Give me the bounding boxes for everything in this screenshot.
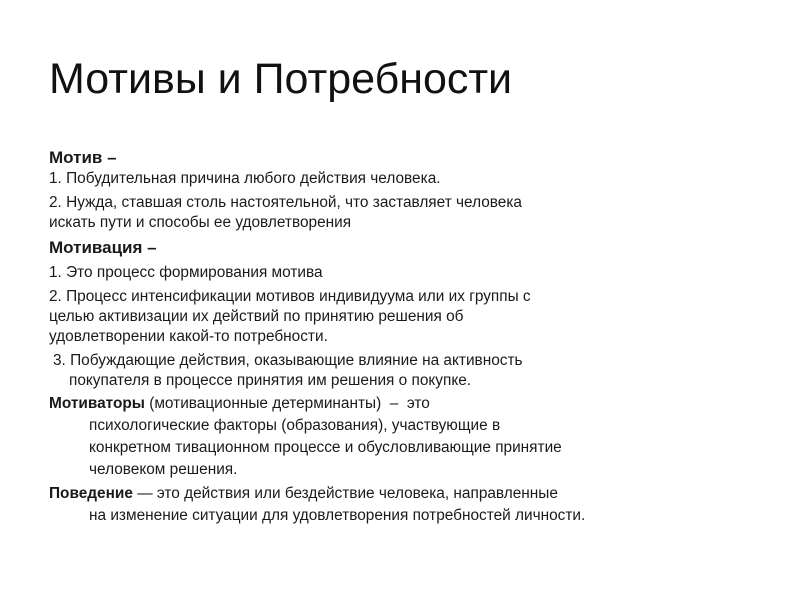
motivatsiya-item-3-line-2: покупателя в процессе принятия им решения о покупке. (69, 372, 472, 389)
motivatsiya-item-3 (49, 351, 769, 391)
motivatsiya-item-1 (49, 263, 769, 283)
povedenie-line-1 (49, 483, 769, 505)
motiv-item-1-text: 1. Побудительная причина любого действия человека. (49, 170, 441, 187)
motivatsiya-item-1-text: 1. Это процесс формирования мотива (49, 264, 323, 281)
motiv-heading: Мотив – (49, 148, 117, 167)
povedenie-term: Поведение (49, 485, 133, 502)
motivatory-line-1-text: (мотивационные детерминанты) – это (144, 395, 430, 412)
motivatory-line-3: конкретном тивационном процессе и обусловливающие принятие (89, 439, 562, 456)
motiv-item-2 (49, 193, 769, 233)
motiv-item-2-line-2: искать пути и способы ее удовлетворения (49, 214, 352, 231)
povedenie-line-1-text: — это действия или бездействие человека, направленные (132, 485, 558, 502)
motivatory-term: Мотиваторы (49, 395, 145, 412)
motivatsiya-item-3-line-1: 3. Побуждающие действия, оказывающие влияние на активность (53, 352, 523, 369)
slide-title: Мотивы и Потребности (49, 55, 513, 103)
motivatsiya-item-2-line-3: удовлетворении какой-то потребности. (49, 328, 328, 345)
povedenie-definition (49, 483, 769, 527)
motivatsiya-item-2-line-1: 2. Процесс интенсификации мотивов индивидуума или их группы с (49, 288, 531, 305)
motivatsiya-heading: Мотивация – (49, 238, 157, 257)
motiv-item-1 (49, 169, 769, 189)
motivatory-line-2: психологические факторы (образования), участвующие в (89, 417, 501, 434)
motivatsiya-item-2-line-2: целью активизации их действий по принятию решения об (49, 308, 464, 325)
slide-content (49, 147, 769, 527)
motivatory-line-4: человеком решения. (89, 461, 238, 478)
motivatory-definition (49, 393, 769, 481)
povedenie-line-2: на изменение ситуации для удовлетворения потребностей личности. (89, 507, 586, 524)
motiv-item-2-line-1: 2. Нужда, ставшая столь настоятельной, что заставляет человека (49, 194, 522, 211)
motivatsiya-item-2 (49, 287, 769, 347)
motivatory-line-1 (49, 393, 769, 415)
